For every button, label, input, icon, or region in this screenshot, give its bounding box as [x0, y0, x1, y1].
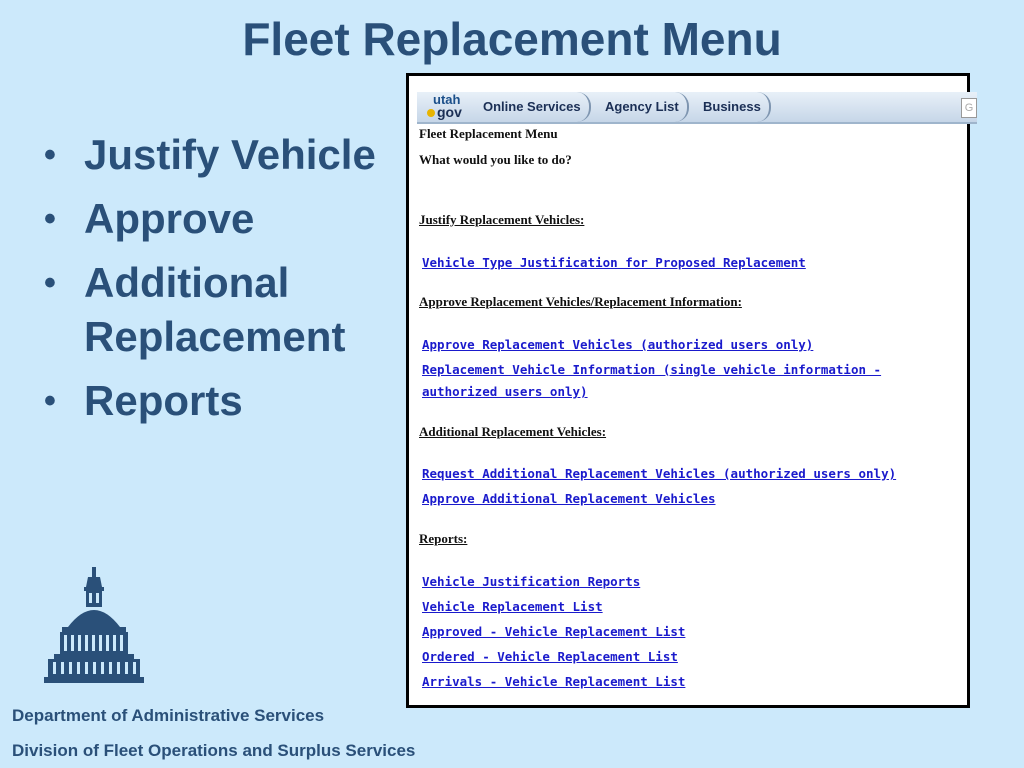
bullet-text: Additional Replacement — [84, 259, 346, 360]
logo-bottom-text: gov — [437, 104, 462, 120]
link-request-additional-vehicles[interactable]: Request Additional Replacement Vehicles (authorized users only) — [422, 466, 897, 481]
logo-top-text: utah — [433, 92, 461, 107]
bullet-item — [44, 192, 384, 246]
bullet-text: Justify Vehicle — [84, 131, 376, 178]
bullet-dot: • — [44, 264, 56, 302]
screenshot-frame — [406, 73, 974, 708]
tab-business[interactable]: Business — [697, 92, 771, 122]
search-input[interactable]: G — [961, 98, 977, 118]
bullet-item — [44, 374, 384, 428]
bullet-item — [44, 256, 384, 364]
bullet-dot: • — [44, 136, 56, 174]
footer-department: Department of Administrative Services — [12, 706, 325, 725]
link-vehicle-justification-reports[interactable]: Vehicle Justification Reports — [422, 574, 641, 589]
bullet-text: Reports — [84, 377, 243, 424]
bullet-item — [44, 128, 384, 182]
link-replacement-vehicle-information[interactable]: Replacement Vehicle Information (single vehicle information - authorized users only) — [422, 362, 882, 399]
link-approved-replacement-list[interactable]: Approved - Vehicle Replacement List — [422, 624, 686, 639]
bullet-list — [44, 128, 384, 438]
page-title: Fleet Replacement Menu — [419, 126, 558, 141]
bullet-text: Approve — [84, 195, 255, 242]
section-heading-justify: Justify Replacement Vehicles: — [419, 212, 585, 227]
site-navbar — [417, 92, 977, 124]
bullet-dot: • — [44, 200, 56, 238]
capitol-dome-icon — [44, 565, 148, 685]
utah-gov-logo[interactable] — [425, 92, 479, 122]
section-heading-reports: Reports: — [419, 531, 468, 546]
page-prompt: What would you like to do? — [419, 152, 572, 167]
tab-online-services[interactable]: Online Services — [477, 92, 591, 122]
link-ordered-replacement-list[interactable]: Ordered - Vehicle Replacement List — [422, 649, 678, 664]
link-approve-replacement-vehicles[interactable]: Approve Replacement Vehicles (authorized users only) — [422, 337, 814, 352]
slide-title: Fleet Replacement Menu — [242, 13, 782, 65]
bullet-dot: • — [44, 382, 56, 420]
link-vehicle-replacement-list[interactable]: Vehicle Replacement List — [422, 599, 603, 614]
section-heading-approve: Approve Replacement Vehicles/Replacement Information: — [419, 294, 742, 309]
link-arrivals-replacement-list[interactable]: Arrivals - Vehicle Replacement List — [422, 674, 686, 689]
link-vehicle-type-justification[interactable]: Vehicle Type Justification for Proposed Replacement — [422, 255, 806, 270]
logo-dot-icon — [427, 109, 435, 117]
footer-division: Division of Fleet Operations and Surplus Services — [12, 741, 416, 760]
link-approve-additional-vehicles[interactable]: Approve Additional Replacement Vehicles — [422, 491, 716, 506]
section-heading-additional: Additional Replacement Vehicles: — [419, 424, 607, 439]
tab-agency-list[interactable]: Agency List — [599, 92, 689, 122]
